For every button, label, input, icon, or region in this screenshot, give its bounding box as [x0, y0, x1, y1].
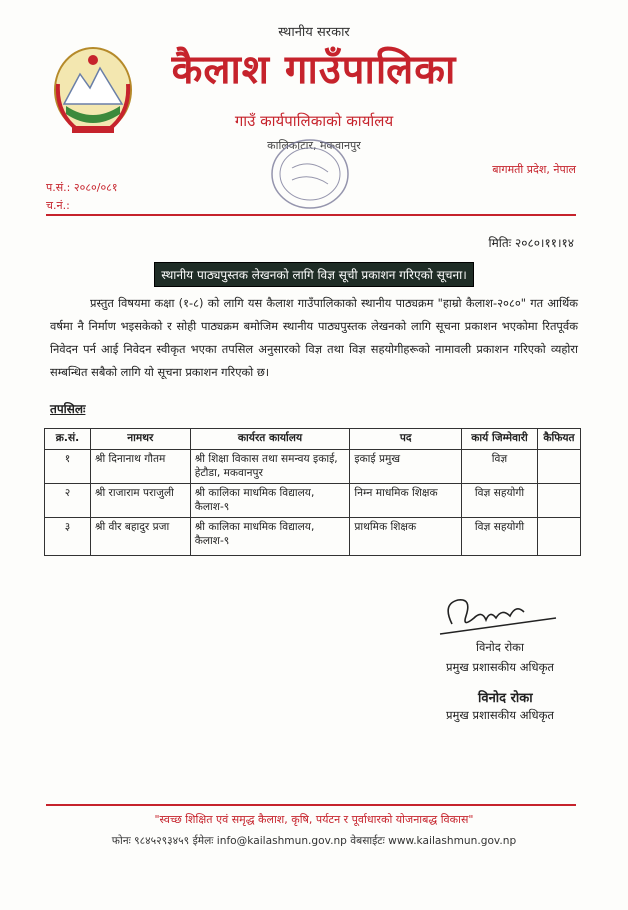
notice-date: मितिः २०८०।११।१४	[488, 236, 574, 250]
col-header-responsibility: कार्य जिम्मेवारी	[462, 429, 538, 450]
header-divider	[46, 214, 576, 216]
table-header-row	[45, 429, 581, 450]
footer-phone: फोनः ९८४५२९३४५९	[111, 835, 190, 847]
office-address: कालिकाटार, मकवानपुर	[267, 139, 361, 152]
reference-number: प.सं.: २०८०/०८१	[46, 181, 118, 194]
cell-name: श्री राजाराम पराजुली	[90, 484, 190, 518]
footer-website-label: वेबसाईटः	[350, 835, 385, 847]
cell-post: प्राथमिक शिक्षक	[350, 518, 462, 556]
table-row	[45, 450, 581, 484]
dispatch-number: च.नं.:	[46, 199, 70, 212]
cell-responsibility: विज्ञ	[462, 450, 538, 484]
col-header-name: नामथर	[90, 429, 190, 450]
notice-body: प्रस्तुत विषयमा कक्षा (१-८) को लागि यस कैलाश गाउँपालिकाको स्थानीय पाठ्यक्रम "हाम्रो कैलाश-२०८०" गत आर्थिक वर्षमा नै निर्माण भइसकेको र सोही पाठ्यक्रम बमोजिम स्थानीय पाठ्यपुस्तक लेखनको लागि सूचना प्रकाशन भएकोमा रितपूर्वक निवेदन पर्न आई निवेदन स्वीकृत भएका तपसिल अनुसारको विज्ञ तथा विज्ञ सहयोगीहरूको नामावली प्रकाशन गरिएको व्यहोरा सम्बन्धित सबैको लागि यो सूचना प्रकाशन गरिएको छ।	[50, 296, 578, 379]
footer-divider	[46, 804, 576, 806]
footer-website-link[interactable]: www.kailashmun.gov.np	[388, 835, 517, 847]
footer-email-link[interactable]: info@kailashmun.gov.np	[216, 835, 347, 847]
cell-serial: २	[45, 484, 91, 518]
notice-subject: स्थानीय पाठ्यपुस्तक लेखनको लागि विज्ञ सूची प्रकाशन गरिएको सूचना।	[154, 262, 474, 287]
handwritten-signature-icon	[432, 590, 562, 640]
footer-contact	[0, 834, 628, 848]
cell-office: श्री कालिका माधमिक विद्यालय, कैलाश-९	[190, 518, 350, 556]
table-row	[45, 484, 581, 518]
org-name: कैलाश गाउँपालिका	[171, 47, 457, 93]
col-header-office: कार्यरत कार्यालय	[190, 429, 350, 450]
header-top-line: स्थानीय सरकार	[278, 25, 350, 40]
province-label: बागमती प्रदेश, नेपाल	[492, 163, 576, 176]
cell-serial: १	[45, 450, 91, 484]
cell-responsibility: विज्ञ सहयोगी	[462, 484, 538, 518]
office-name: गाउँ कार्यपालिकाको कार्यालय	[234, 112, 394, 130]
signatory-title-handwritten: प्रमुख प्रशासकीय अधिकृत	[446, 660, 554, 674]
cell-remarks	[537, 518, 580, 556]
cell-serial: ३	[45, 518, 91, 556]
cell-remarks	[537, 484, 580, 518]
col-header-post: पद	[350, 429, 462, 450]
signatory-name-handwritten: विनोद रोका	[476, 640, 524, 654]
subject-wrap	[0, 262, 628, 287]
footer-slogan: "स्वच्छ शिक्षित एवं समृद्ध कैलाश, कृषि, पर्यटन र पूर्वाधारको योजनाबद्ध विकास"	[154, 813, 474, 826]
tapasil-label: तपसिलः	[50, 402, 86, 416]
cell-post: इकाई प्रमुख	[350, 450, 462, 484]
signatory-name: विनोद रोका	[478, 691, 533, 706]
cell-post: निम्न माधमिक शिक्षक	[350, 484, 462, 518]
col-header-remarks: कैफियत	[537, 429, 580, 450]
cell-name: श्री वीर बहादुर प्रजा	[90, 518, 190, 556]
cell-office: श्री कालिका माधमिक विद्यालय, कैलाश-९	[190, 484, 350, 518]
signatory-title: प्रमुख प्रशासकीय अधिकृत	[446, 708, 554, 722]
expert-list-table	[44, 428, 581, 556]
office-stamp-icon	[262, 128, 358, 220]
col-header-serial: क्र.सं.	[45, 429, 91, 450]
footer-email-label: ईमेलः	[192, 835, 214, 847]
cell-remarks	[537, 450, 580, 484]
cell-office: श्री शिक्षा विकास तथा समन्वय इकाई, हेटौडा, मकवानपुर	[190, 450, 350, 484]
cell-responsibility: विज्ञ सहयोगी	[462, 518, 538, 556]
cell-name: श्री दिनानाथ गौतम	[90, 450, 190, 484]
table-row	[45, 518, 581, 556]
